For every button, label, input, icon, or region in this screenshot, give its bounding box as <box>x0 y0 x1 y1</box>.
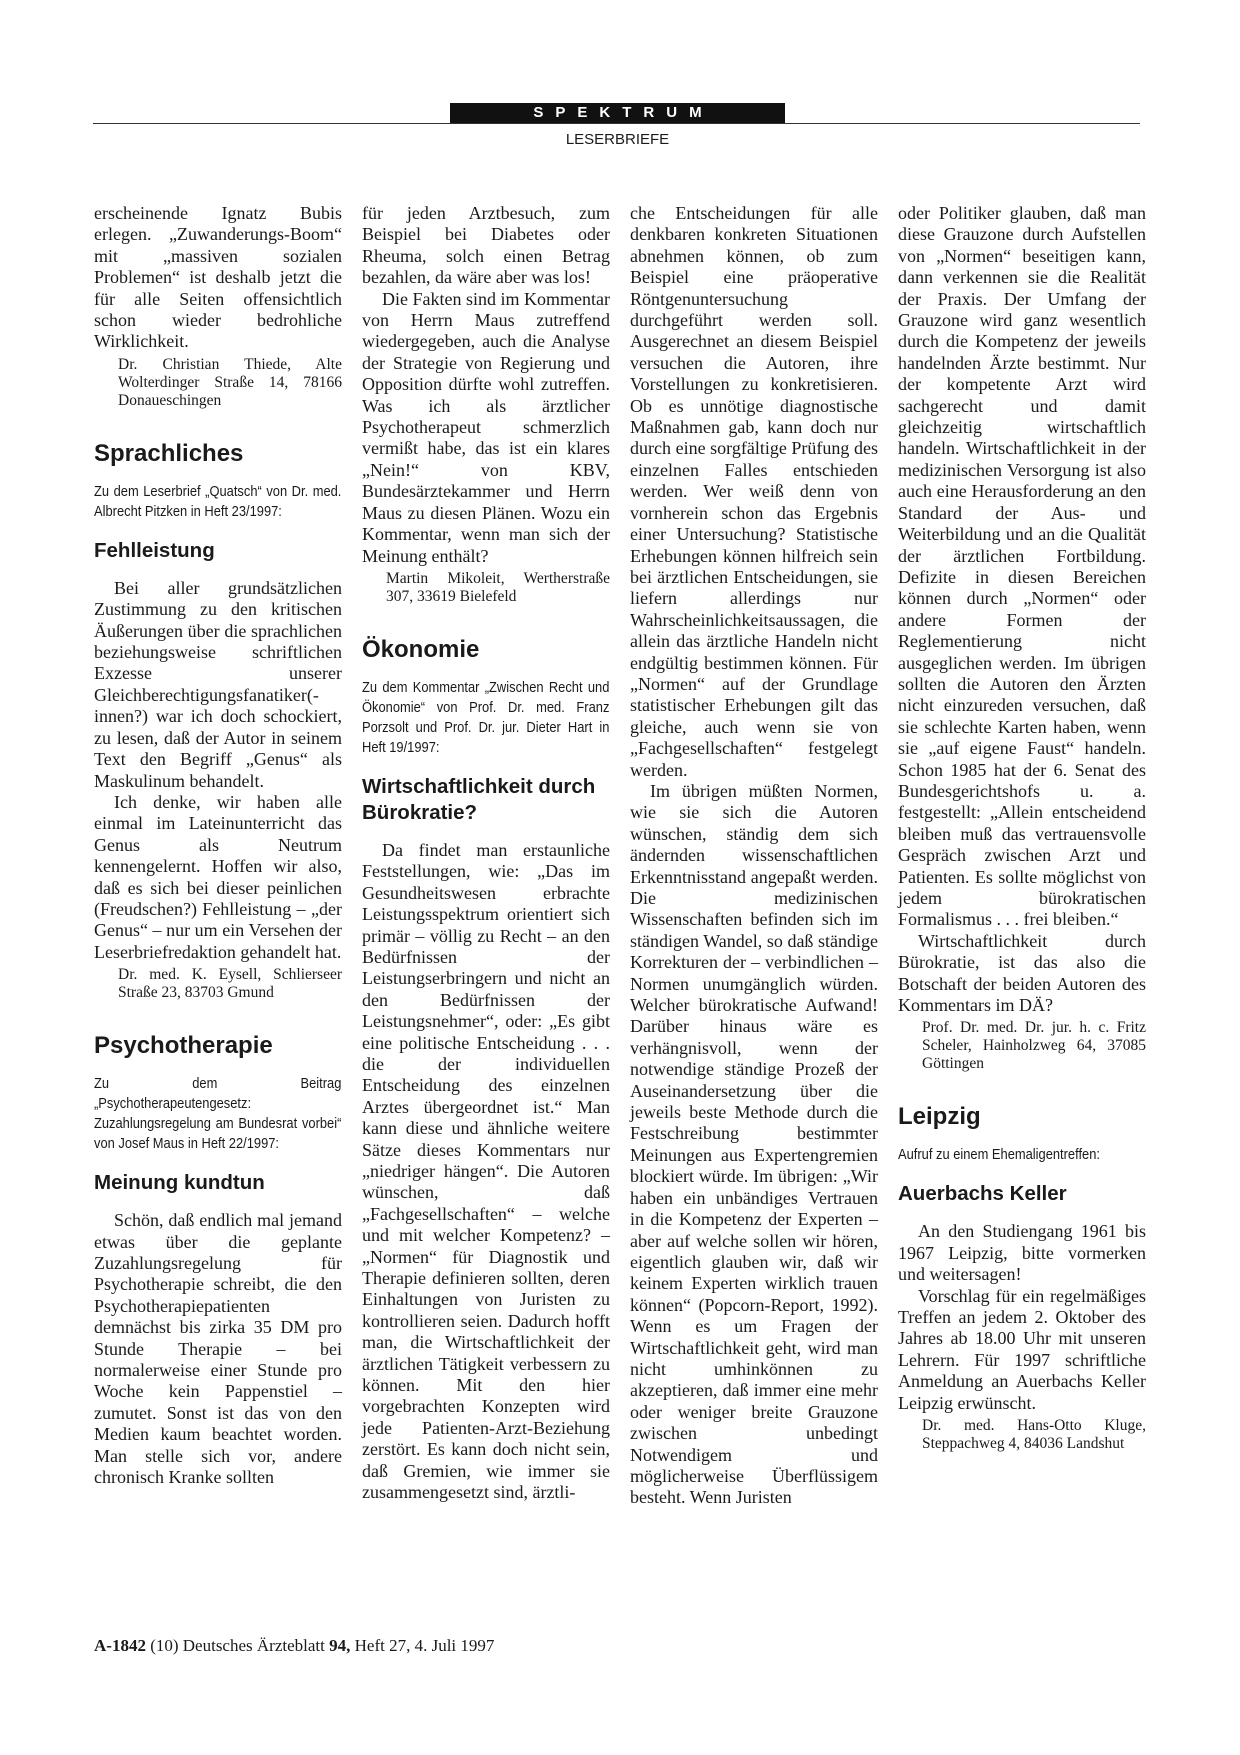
letter-signature: Dr. med. K. Eysell, Schlierseer Straße 23, 83703 Gmund <box>118 966 342 1002</box>
paragraph: che Entscheidungen für alle denkbaren konkreten Situationen abnehmen können, ob zum Beispiel eine präoperative Röntgenuntersuchung durchgeführt werden soll. Ausgerechnet an diesem Beispiel versuchen die Autoren, ihre Vorstellungen zu konkretisieren. Ob es unnötige diagnostische Maßnahmen gab, kann doch nur durch eine sorgfältige Prüfung des einzelnen Falles entschieden werden. Wer weiß denn von vornherein schon das Ergebnis einer Untersuchung? Statistische Erhebungen können hilfreich sein bei ärztlichen Entscheidungen, sie liefern allerdings nur Wahrscheinlichkeitsaussagen, die allein das ärztliche Handeln nicht endgültig bestimmen können. Für „Normen“ auf der Grundlage statistischer Erhebungen gilt das gleiche, auch wenn sie von „Fachgesellschaften“ festgelegt werden. <box>630 203 878 780</box>
section-title-psychotherapie: Psychotherapie <box>94 1032 273 1060</box>
section-subtitle: LESERBRIEFE <box>565 131 670 148</box>
section-intro: Aufruf zu einem Ehemaligentreffen: <box>898 1146 1100 1164</box>
letter-headline: Auerbachs Keller <box>898 1182 1067 1206</box>
letter-headline: Fehlleistung <box>94 538 215 562</box>
paragraph: Die Fakten sind im Kommentar von Herrn Maus zutreffend wiedergegeben, auch die Analyse der Strategie von Regierung und Opposition dürfte wohl zutreffen. Was ich als ärztlicher Psychotherapeut schmerzlich vermißt habe, das ist ein klares „Nein!“ von KBV, Bundesärztekammer und Herrn Maus zu diesen Plänen. Wozu ein Kommentar, wenn man sich der Meinung enthält? <box>362 288 610 566</box>
letter-headline: Meinung kundtun <box>94 1171 265 1195</box>
paragraph: Ich denke, wir haben alle einmal im Lateinunterricht das Genus als Neutrum kennengelernt. Hoffen wir also, daß es sich bei dieser peinlichen (Freudschen?) Fehlleistung – „der Genus“ – nur um ein Versehen der Leserbriefredaktion gehandelt hat. <box>94 791 342 962</box>
section-banner: SPEKTRUM <box>450 103 785 123</box>
letter-headline: Wirtschaftlichkeit durch Bürokratie? <box>362 774 596 824</box>
letter-signature: Dr. med. Hans-Otto Kluge, Steppachweg 4, 84036 Landshut <box>922 1417 1146 1453</box>
header-rule <box>93 123 1140 124</box>
paragraph: An den Studiengang 1961 bis 1967 Leipzig, bitte vormerken und weitersagen! <box>898 1221 1146 1285</box>
paragraph: Im übrigen müßten Normen, wie sie sich die Autoren wünschen, ständig dem sich ändernden wissenschaftlichen Erkenntnisstand angepaßt werden. Die medizinischen Wissenschaften befinden sich im ständigen Wandel, so daß ständige Korrekturen der – verbindlichen – Normen unumgänglich würden. Welcher bürokratische Aufwand! Darüber hinaus wäre es verhängnisvoll, wenn der notwendige ständige Prozeß der Auseinandersetzung über die jeweils beste Methode durch die Festschreibung bestimmter Meinungen aus Expertengremien blockiert würde. Im übrigen: „Wir haben ein unbändiges Vertrauen in die Kompetenz der Experten – aber auf welche sollen wir hören, eigentlich glauben wir, daß wir keinem Experten wirklich trauen können“ (Popcorn-Report, 1992). Wenn es um Fragen der Wirtschaftlichkeit geht, wird man nicht umhinkönnen zu akzeptieren, daß immer eine mehr oder weniger breite Grauzone zwischen unbedingt Notwendigem und möglicherweise Überflüssigem besteht. Wenn Juristen <box>630 780 878 1508</box>
column-4 <box>898 203 1146 1453</box>
section-intro: Zu dem Kommentar „Zwischen Recht und Ökonomie“ von Prof. Dr. med. Franz Porzsolt und Prof. Dr. jur. Dieter Hart in Heft 19/1997: <box>362 678 610 756</box>
paragraph: oder Politiker glauben, daß man diese Grauzone durch Aufstellen von „Normen“ beseitigen kann, dann verkennen sie die Realität der Praxis. Der Umfang der Grauzone wird ganz wesentlich durch die Kompetenz der jeweils handelnden Ärzte bestimmt. Nur der kompetente Arzt wird sachgerecht und damit gleichzeitig wirtschaftlich handeln. Wirtschaftlichkeit in der medizinischen Versorgung ist also auch eine Herausforderung an den Standard der Aus- und Weiterbildung und an die Qualität der ärztlichen Fortbildung. Defizite in diesen Bereichen können durch „Normen“ oder andere Formen der Reglementierung nicht ausgeglichen werden. Im übrigen sollten die Autoren den Ärzten nicht einzureden versuchen, daß sie schlechte Karten haben, wenn sie „auf eigene Faust“ handeln. Schon 1985 hat der 6. Senat des Bundesgerichtshofs u. a. festgestellt: „Allein entscheidend bleiben muß das vertrauensvolle Gespräch zwischen Arzt und Patienten. Es sollte möglichst von jedem bürokratischen Formalismus . . . frei bleiben.“ <box>898 203 1146 930</box>
paragraph: Schön, daß endlich mal jemand etwas über die geplante Zuzahlungsregelung für Psychotherapie schreibt, die den Psychotherapiepatienten demnächst bis zirka 35 DM pro Stunde Therapie – bei normalerweise einer Stunde pro Woche kein Pappenstiel – zumutet. Sonst ist das von den Medien kaum beachtet worden. Man stelle sich vor, andere chronisch Kranke sollten <box>94 1210 342 1488</box>
paragraph: für jeden Arztbesuch, zum Beispiel bei Diabetes oder Rheuma, solch einen Betrag bezahlen, da wäre aber was los! <box>362 203 610 288</box>
page-footer <box>94 1636 494 1656</box>
issue-prefix: (10) Deutsches Ärzteblatt <box>150 1636 325 1655</box>
paragraph: erscheinende Ignatz Bubis erlegen. „Zuwanderungs-Boom“ mit „massiven sozialen Problemen“ ist deshalb jetzt die für alle Seiten offensichtlich schon wieder bedrohliche Wirklichkeit. <box>94 203 342 352</box>
paragraph: Vorschlag für ein regelmäßiges Treffen an jedem 2. Oktober des Jahres ab 18.00 Uhr mit unseren Lehrern. Für 1997 schriftliche Anmeldung an Auerbachs Keller Leipzig erwünscht. <box>898 1285 1146 1413</box>
paragraph: Da findet man erstaunliche Feststellungen, wie: „Das im Gesundheitswesen erbrachte Leistungsspektrum orientiert sich primär – völlig zu Recht – an den Bedürfnissen der Leistungserbringern und nicht an den Bedürfnissen der Leistungsnehmer“, oder: „Es gibt eine politische Entscheidung . . . die der individuellen Entscheidung des einzelnen Arztes übergeordnet ist.“ Man kann diese und ähnliche weitere Sätze dieses Kommentars nur „niedriger hängen“. Die Autoren wünschen, daß „Fachgesellschaften“ – welche und mit welcher Kompetenz? – „Normen“ für Diagnostik und Therapie definieren sollten, deren Einhaltungen von Juristen zu kontrollieren seien. Dadurch hofft man, die Wirtschaftlichkeit der ärztlichen Tätigkeit verbessern zu können. Mit den hier vorgebrachten Konzepten wird jede Patienten-Arzt-Beziehung zerstört. Es kann doch nicht sein, daß Gremien, wie immer sie zusammengesetzt sind, ärztli- <box>362 839 610 1503</box>
section-title-leipzig: Leipzig <box>898 1103 981 1131</box>
paragraph: Bei aller grundsätzlichen Zustimmung zu den kritischen Äußerungen über die sprachlichen beziehungsweise schriftlichen Exzesse unserer Gleichberechtigungsfanatiker(-innen?) war ich doch schockiert, zu lesen, daß der Autor in seinem Text den Begriff „Genus“ als Maskulinum behandelt. <box>94 577 342 791</box>
column-1 <box>94 203 342 1488</box>
page-reference: A-1842 <box>94 1636 146 1655</box>
section-intro: Zu dem Beitrag „Psychotherapeutengesetz: Zuzahlungsregelung am Bundesrat vorbei“ von Josef Maus in Heft 22/1997: <box>94 1075 342 1153</box>
column-3 <box>630 203 878 1509</box>
letter-signature: Dr. Christian Thiede, Alte Wolterdinger Straße 14, 78166 Donaueschingen <box>118 355 342 409</box>
issue-date: Heft 27, 4. Juli 1997 <box>354 1636 495 1655</box>
section-title-oekonomie: Ökonomie <box>362 635 480 663</box>
letter-signature: Prof. Dr. med. Dr. jur. h. c. Fritz Scheler, Hainholzweg 64, 37085 Göttingen <box>922 1019 1146 1073</box>
letter-signature: Martin Mikoleit, Wertherstraße 307, 33619 Bielefeld <box>386 569 610 605</box>
section-intro: Zu dem Leserbrief „Quatsch“ von Dr. med. Albrecht Pitzken in Heft 23/1997: <box>94 482 342 520</box>
paragraph: Wirtschaftlichkeit durch Bürokratie, ist das also die Botschaft der beiden Autoren des Kommentars im DÄ? <box>898 930 1146 1016</box>
section-title-sprachliches: Sprachliches <box>94 439 244 467</box>
volume-number: 94, <box>329 1636 351 1655</box>
column-2 <box>362 203 610 1504</box>
